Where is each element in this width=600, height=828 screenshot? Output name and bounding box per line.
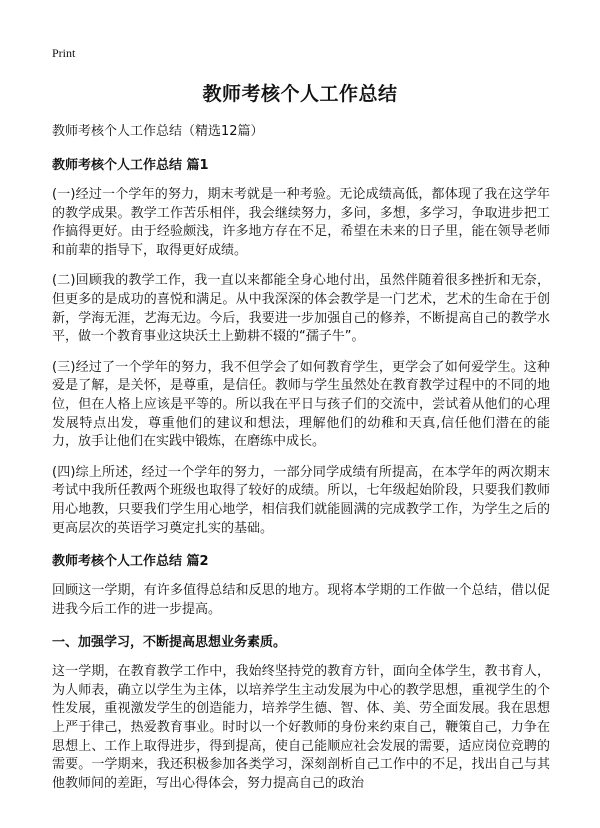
paragraph: (四)综上所述，经过一个学年的努力，一部分同学成绩有所提高，在本学年的两次期末考试中我所任教两个班级也取得了较好的成绩。所以，七年级起始阶段，只要我们教师用心地教，只要我们学生用心地学，相信我们就能圆满的完成教学工作，为学生之后的更高层次的英语学习奠定扎实的基础。 (52, 464, 550, 536)
paragraph: (二)回顾我的教学工作，我一直以来都能全身心地付出，虽然伴随着很多挫折和无奈，但更多的是成功的喜悦和满足。从中我深深的体会教学是一门艺术，艺术的生命在于创新，学海无涯，艺海无边。今后，我要进一步加强自己的修养，不断提高自己的教学水平，做一个教育事业这块沃土上勤耕不辍的“孺子牛”。 (52, 273, 550, 345)
document-title: 教师考核个人工作总结 (202, 83, 398, 105)
paragraph: 这一学期，在教育教学工作中，我始终坚持党的教育方针，面向全体学生，教书育人，为人师表，确立以学生为主体，以培养学生主动发展为中心的教学思想，重视学生的个性发展，重视激发学生的创造能力，培养学生德、智、体、美、劳全面发展。我在思想上严于律己，热爱教育事业。时时以一个好教师的身份来约束自己，鞭策自己，力争在思想上、工作上取得进步，得到提高，使自己能顺应社会发展的需要，适应岗位竞聘的需要。一学期来，我还积极参加各类学习，深刻剖析自己工作中的不足，找出自己与其他教师间的差距，写出心得体会，努力提高自己的政治 (52, 664, 550, 791)
print-link[interactable]: Print (52, 46, 76, 60)
document-subtitle: 教师考核个人工作总结（精选12篇） (52, 124, 264, 139)
subsection-heading: 一、加强学习，不断提高思想业务素质。 (52, 635, 287, 651)
paragraph: 回顾这一学期，有许多值得总结和反思的地方。现将本学期的工作做一个总结，借以促进我今后工作的进一步提高。 (52, 583, 550, 617)
section-heading-1: 教师考核个人工作总结 篇1 (52, 158, 209, 173)
paragraph: (三)经过了一个学年的努力，我不但学会了如何教育学生，更学会了如何爱学生。这种爱是了解，是关怀，是尊重，是信任。教师与学生虽然处在教育教学过程中的不同的地位，但在人格上应该是平等的。所以我在平日与孩子们的交流中，尝试着从他们的心理发展特点出发，尊重他们的建议和想法，理解他们的幼稚和天真,信任他们潜在的能力，放手让他们在实践中锻炼，在磨练中成长。 (52, 359, 550, 450)
document-body (52, 120, 550, 801)
section-heading-2: 教师考核个人工作总结 篇2 (52, 554, 209, 570)
paragraph: (一)经过一个学年的努力，期末考就是一种考验。无论成绩高低，都体现了我在这学年的教学成果。教学工作苦乐相伴，我会继续努力，多问，多想，多学习，争取进步把工作搞得更好。由于经验颇浅，许多地方存在不足，希望在未来的日子里，能在领导老师和前辈的指导下，取得更好成绩。 (52, 187, 550, 258)
